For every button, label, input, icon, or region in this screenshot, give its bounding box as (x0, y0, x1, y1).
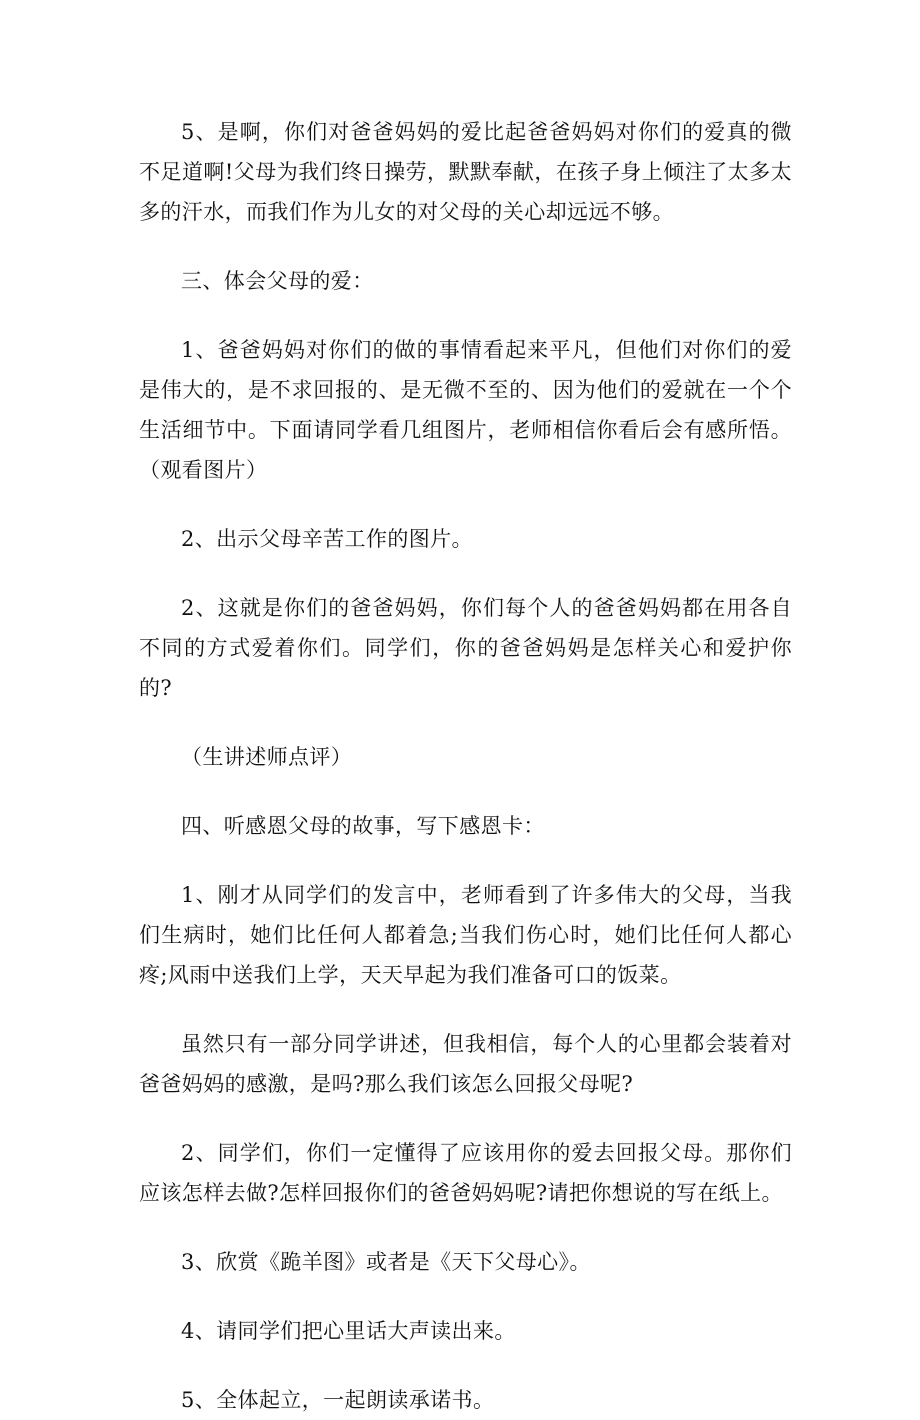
paragraph-3: 1、爸爸妈妈对你们的做的事情看起来平凡，但他们对你们的爱是伟大的，是不求回报的、是无微不至的、因为他们的爱就在一个个生活细节中。下面请同学看几组图片，老师相信你看后会有感所悟。（观看图片） (139, 338, 792, 482)
paragraph-5: 2、这就是你们的爸爸妈妈，你们每个人的爸爸妈妈都在用各自不同的方式爱着你们。同学们，你的爸爸妈妈是怎样关心和爱护你的? (139, 596, 792, 700)
paragraph-4: 2、出示父母辛苦工作的图片。 (181, 527, 473, 551)
paragraph-11: 3、欣赏《跪羊图》或者是《天下父母心》。 (181, 1250, 591, 1274)
paragraph-13: 5、全体起立，一起朗读承诺书。 (181, 1388, 495, 1412)
paragraph-8: 1、刚才从同学们的发言中，老师看到了许多伟大的父母，当我们生病时，她们比任何人都着急;当我们伤心时，她们比任何人都心疼;风雨中送我们上学，天天早起为我们准备可口的饭菜。 (139, 883, 792, 987)
paragraph-7: 四、听感恩父母的故事，写下感恩卡： (181, 814, 545, 838)
paragraph-9: 虽然只有一部分同学讲述，但我相信，每个人的心里都会装着对爸爸妈妈的感激，是吗?那么我们该怎么回报父母呢? (139, 1032, 792, 1096)
paragraph-10: 2、同学们，你们一定懂得了应该用你的爱去回报父母。那你们应该怎样去做?怎样回报你们的爸爸妈妈呢?请把你想说的写在纸上。 (139, 1141, 792, 1205)
paragraph-6: （生讲述师点评） (181, 745, 353, 769)
paragraph-2: 三、体会父母的爱： (181, 269, 374, 293)
paragraph-1: 5、是啊，你们对爸爸妈妈的爱比起爸爸妈妈对你们的爱真的微不足道啊!父母为我们终日操劳，默默奉献，在孩子身上倾注了太多太多的汗水，而我们作为儿女的对父母的关心却远远不够。 (139, 120, 792, 224)
paragraph-12: 4、请同学们把心里话大声读出来。 (181, 1319, 516, 1343)
